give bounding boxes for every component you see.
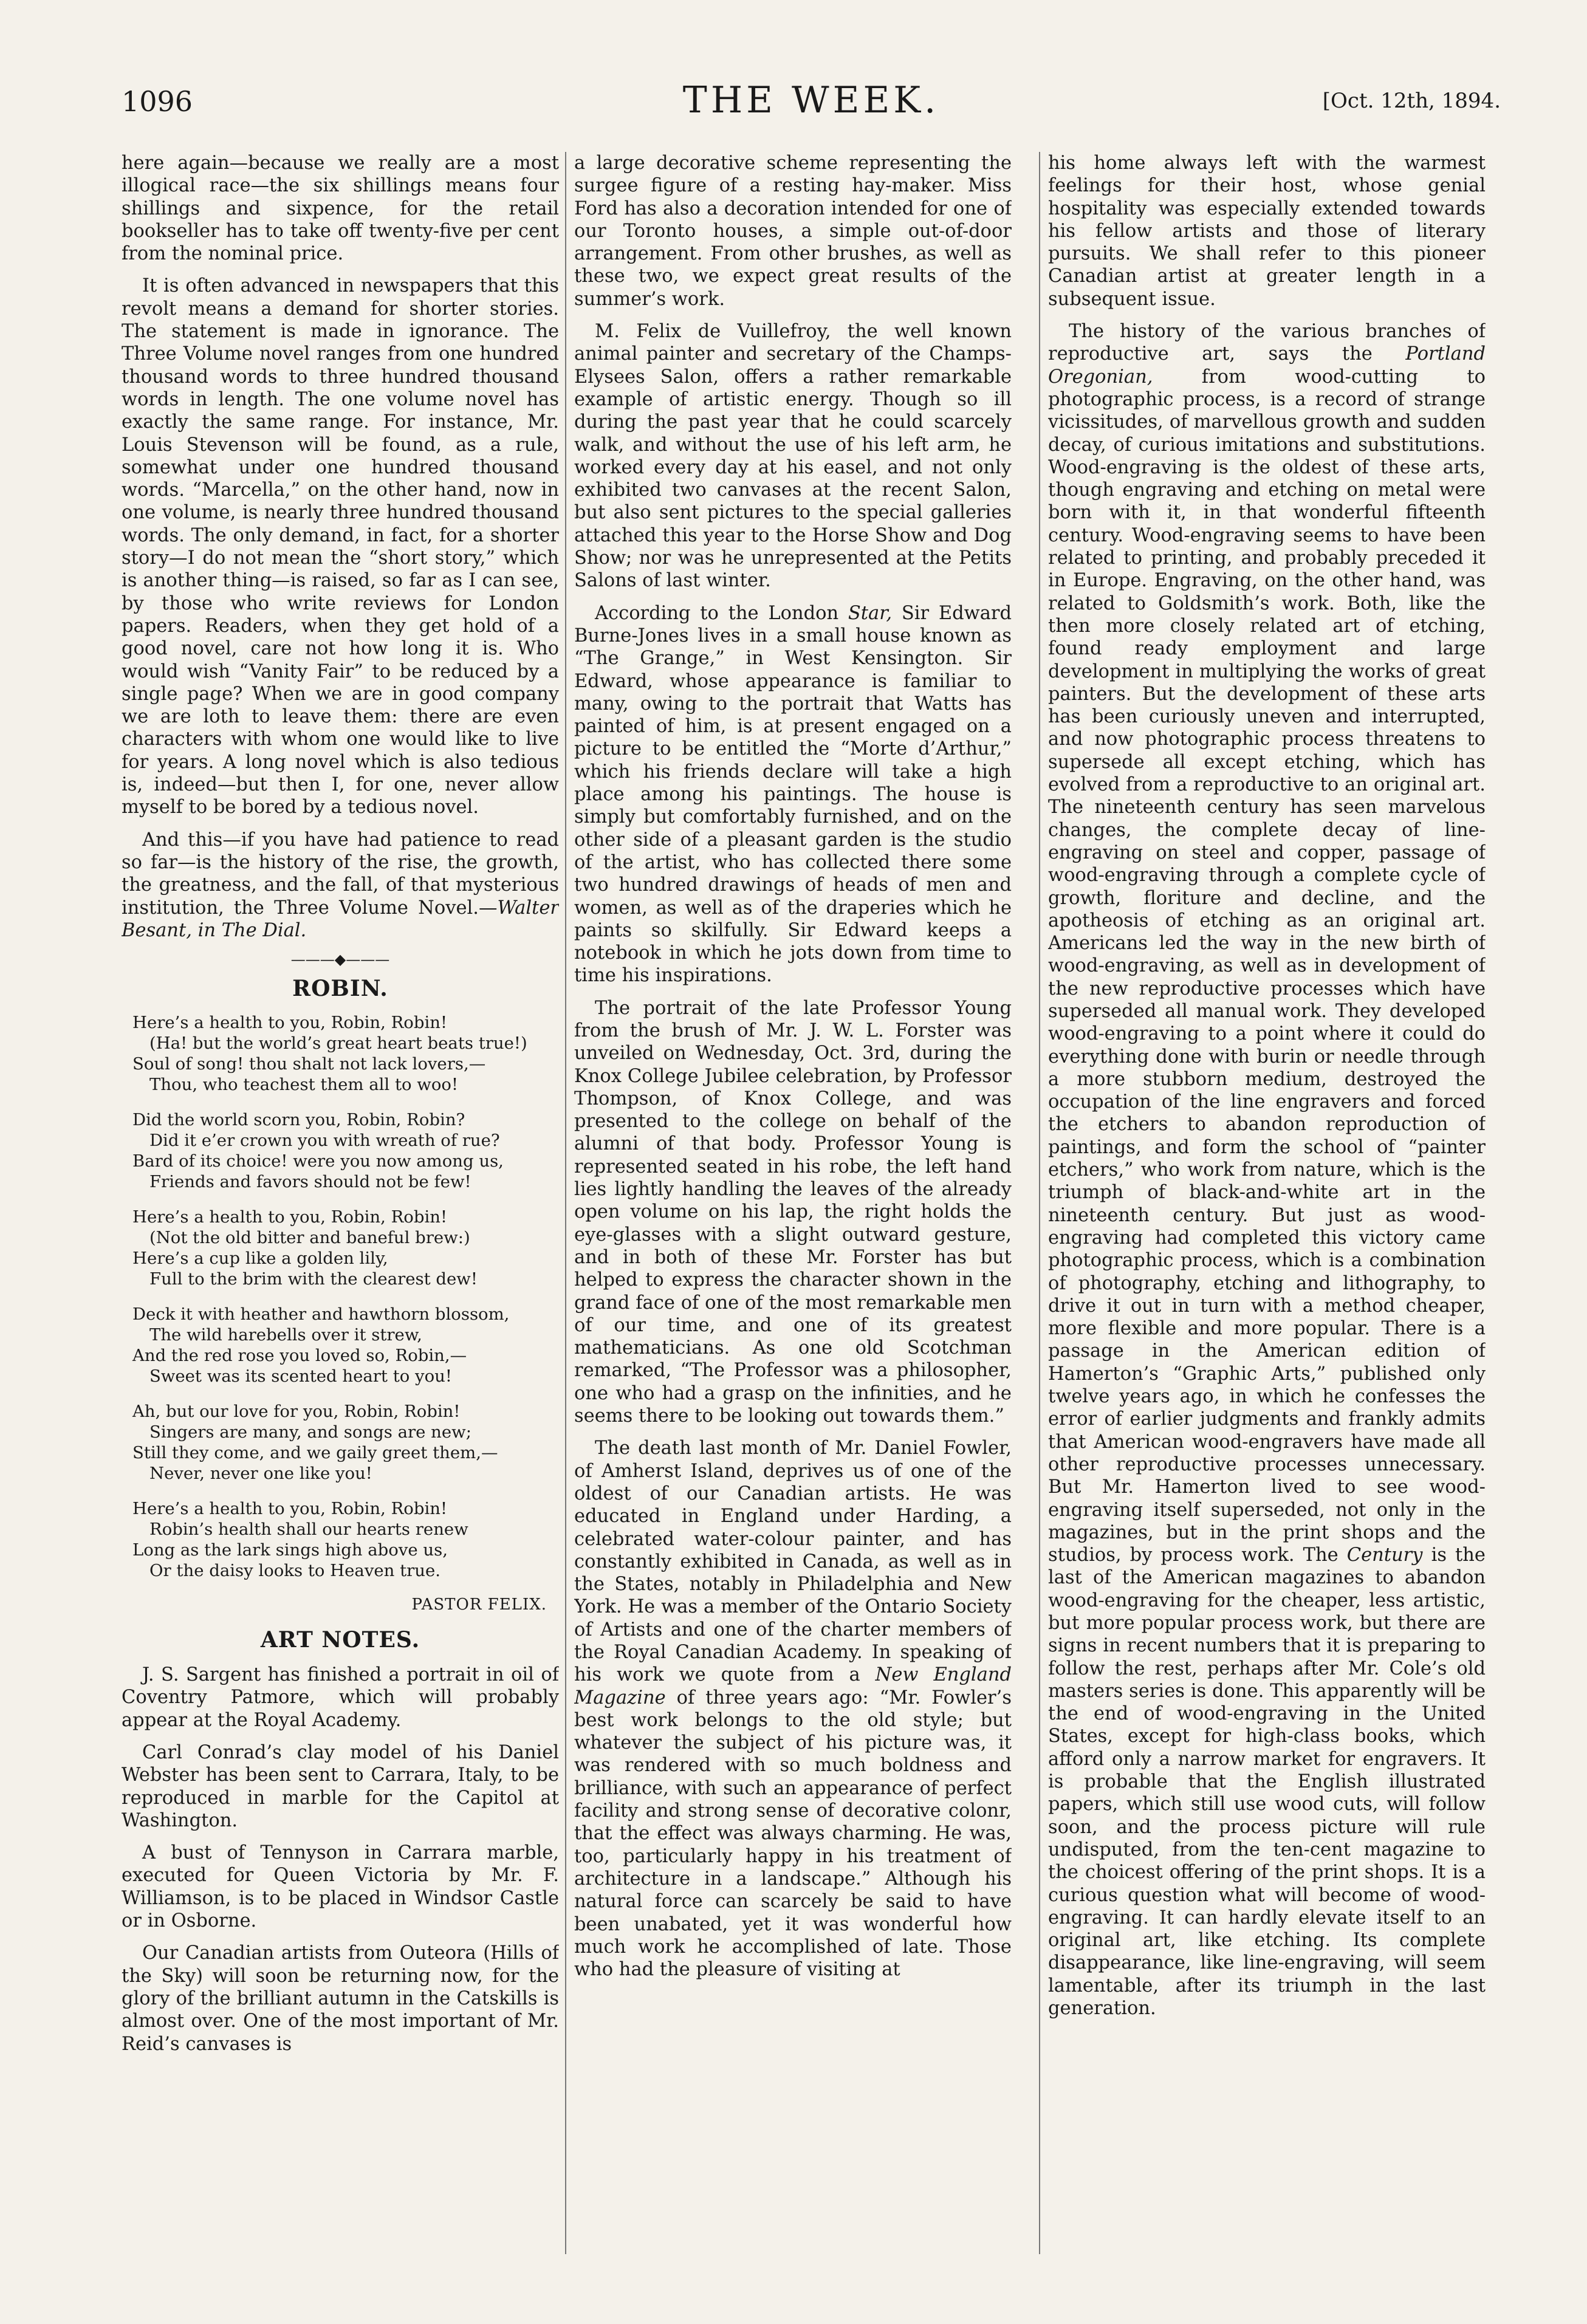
article-paragraph: Carl Conrad’s clay model of his Daniel Webster has been sent to Carrara, Italy, to be reproduced in marble for the Capitol at Washington. xyxy=(122,1741,559,1831)
page-header xyxy=(122,79,1501,134)
column-1 xyxy=(122,152,559,2278)
paragraph-text: is the last of the American magazines to abandon wood-engraving for the cheaper, less artistic, but more popular process work, but there are signs in recent numbers that it is preparing to follow the rest, perhaps after Mr. Cole’s old masters series is done. This apparently will be the end of wood-engraving in the United States, except for high-class books, which afford only a narrow market for engravers. It is probable that the English illustrated papers, which still use wood cuts, will follow soon, and the process picture will rule undisputed, from the ten-cent magazine to the choicest offering of the print shops. It is a curious question what will become of wood-engraving. It can hardly elevate itself to an original art, like etching. Its complete disappearance, like line-engraving, will seem lamentable, after its triumph in the last generation. xyxy=(1048,1544,1486,2020)
column-divider-2 xyxy=(1039,152,1040,2254)
column-2 xyxy=(574,152,1012,2278)
poem-stanza xyxy=(132,1109,559,1192)
poem-line: Ah, but our love for you, Robin, Robin! xyxy=(132,1402,461,1422)
poem-stanza xyxy=(132,1012,559,1095)
publication-name: New England Magazine xyxy=(574,1664,1012,1709)
paragraph-text: According to the London xyxy=(595,602,839,624)
article-paragraph xyxy=(122,829,559,942)
issue-date: [Oct. 12th, 1894. xyxy=(1322,89,1501,113)
poem-line: Thou, who teachest them all to woo! xyxy=(149,1075,458,1095)
paragraph-text: The death last month of Mr. Daniel Fowler, of Amherst Island, deprives us of one of the oldest of our Canadian artists. He was educated in England under Harding, a celebrated water-colour painter, and has constantly exhibited in Canada, as well as in the States, notably in Philadelphia and New York. He was a member of the Ontario Society of Artists and one of the charter members of the Royal Canadian Academy. In speaking of his work we quote from a xyxy=(574,1438,1012,1686)
poem-line: Did it e’er crown you with wreath of rue? xyxy=(149,1131,500,1151)
poem-line: (Ha! but the world’s great heart beats true!) xyxy=(149,1033,527,1054)
paragraph-text: And this—if you have had patience to read so far—is the history of the rise, the growth, the greatness, and the fall, of that mysterious institution, the Three Volume Novel.— xyxy=(122,829,559,919)
article-paragraph xyxy=(1048,320,1486,2020)
poem-line: Or the daisy looks to Heaven true. xyxy=(149,1561,441,1581)
publication-title: THE WEEK. xyxy=(682,79,940,122)
article-paragraph: here again—because we really are a most illogical race—the six shillings means four shillings and sixpence, for the retail bookseller has to take off twenty-five per cent from the nominal price. xyxy=(122,153,559,265)
poem-stanza xyxy=(132,1207,559,1289)
poem-robin xyxy=(122,1012,559,1581)
poem-line: The wild harebells over it strew, xyxy=(149,1325,422,1345)
section-heading-art-notes: ART NOTES. xyxy=(260,1627,420,1653)
poem-line: Long as the lark sings high above us, xyxy=(132,1540,448,1560)
article-paragraph: Our Canadian artists from Outeora (Hills of the Sky) will soon be returning now, for the glory of the brilliant autumn in the Catskills is almost over. One of the most important of Mr. Reid’s canvases is xyxy=(122,1942,559,2055)
poem-line: Still they come, and we gaily greet them,— xyxy=(132,1443,498,1463)
section-ornament: ———◆——— xyxy=(290,951,390,968)
poem-line: Full to the brim with the clearest dew! xyxy=(149,1269,478,1289)
article-paragraph xyxy=(574,602,1012,987)
poem-title: ROBIN. xyxy=(292,976,388,1002)
page-number: 1096 xyxy=(122,85,193,118)
poem-line: Soul of song! thou shalt not lack lovers,— xyxy=(132,1054,486,1074)
article-paragraph: The portrait of the late Professor Young from the brush of Mr. J. W. L. Forster was unveiled on Wednesday, Oct. 3rd, during the Knox College Jubilee celebration, by Professor Thompson, of Knox College, and was presented to the college on behalf of the alumni of that body. Professor Young is represented seated in his robe, the left hand lies lightly handling the leaves of the already open volume on his lap, the right holds the eye-glasses with a slight outward gesture, and in both of these Mr. Forster has but helped to express the character shown in the grand face of one of the most remarkable men of our time, and one of its greatest mathematicians. As one old Scotchman remarked, “The Professor was a philosopher, one who had a grasp on the infinities, and he seems there to be looking out towards them.” xyxy=(574,997,1012,1427)
poem-line: (Not the old bitter and baneful brew:) xyxy=(149,1228,470,1248)
poem-line: Never, never one like you! xyxy=(149,1464,372,1484)
article-paragraph: J. S. Sargent has finished a portrait in oil of Coventry Patmore, which will probably appear at the Royal Academy. xyxy=(122,1664,559,1731)
poem-stanza xyxy=(132,1498,559,1581)
paragraph-text: The history of the various branches of reproductive art, says the xyxy=(1048,321,1486,365)
poem-stanza xyxy=(132,1304,559,1387)
poem-line: Singers are many, and songs are new; xyxy=(149,1422,471,1442)
poem-line: Sweet was its scented heart to you! xyxy=(149,1366,452,1387)
poem-line: Here’s a health to you, Robin, Robin! xyxy=(132,1499,448,1519)
column-divider-1 xyxy=(565,152,566,2254)
column-3 xyxy=(1048,152,1486,2278)
poem-author: PASTOR FELIX. xyxy=(411,1596,547,1614)
article-paragraph: A bust of Tennyson in Carrara marble, executed for Queen Victoria by Mr. F. Williamson, is to be placed in Windsor Castle or in Osborne. xyxy=(122,1842,559,1932)
publication-name: Star, xyxy=(848,602,893,624)
publication-name: Portland Oregonian, xyxy=(1048,343,1486,388)
poem-line: Here’s a health to you, Robin, Robin! xyxy=(132,1207,448,1227)
poem-line: And the red rose you loved so, Robin,— xyxy=(132,1346,467,1366)
poem-line: Here’s a cup like a golden lily, xyxy=(132,1249,388,1269)
attribution: Walter Besant, in The Dial. xyxy=(122,897,559,941)
paragraph-text: from wood-cutting to photographic process, is a record of strange vicissitudes, of marvellous growth and sudden decay, of curious imitations and substitutions. Wood-engraving is the oldest of these arts, though engraving and etching on metal were born with it, in that wonderful fifteenth century. Wood-engraving seems to have been related to printing, and probably preceded it in Europe. Engraving, on the other hand, was related to Goldsmith’s work. Both, like the then more closely related art of etching, found ready employment and large development in multiplying the works of great painters. But the development of these arts has been curiously uneven and interrupted, and now photographic process threatens to supersede all except etching, which has evolved from a reproductive to an original art. The nineteenth century has seen marvelous changes, the complete decay of line-engraving on steel and copper, passage of wood-engraving through a complete cycle of growth, floriture and decline, and the apotheosis of etching as an original art. Americans led the way in the new birth of wood-engraving, as well as in development of the new reproductive processes which have superseded all manual work. They developed wood-engraving to a point where it could do everything done with burin or needle through a more stubborn medium, destroyed the occupation of the line engravers and forced the etchers to abandon reproduction of paintings, and form the school of “painter etchers,” who work from nature, which is the triumph of black-and-white art in the nineteenth century. But just as wood-engraving had completed this victory came photographic process, which is a combination of photography, etching and lithography, to drive it out in turn with a method cheaper, more flexible and more popular. There is a passage in the American edition of Hamerton’s “Graphic Arts,” published only twelve years ago, in which he confesses the error of earlier judgments and frankly admits that American wood-engravers have made all other reproductive processes unnecessary. But Mr. Hamerton lived to see wood-engraving itself superseded, not only in the magazines, but in the print shops and the studios, by process work. The xyxy=(1048,366,1486,1566)
poem-line: Bard of its choice! were you now among us, xyxy=(132,1151,504,1171)
article-paragraph: a large decorative scheme representing the surgee figure of a resting hay-maker. Miss Ford has also a decoration intended for one of our Toronto houses, a simple out-of-door arrangement. From other brushes, as well as these two, we expect great results of the summer’s work. xyxy=(574,153,1012,310)
article-paragraph xyxy=(574,1437,1012,1981)
paragraph-text: Sir Edward Burne-Jones lives in a small house known as “The Grange,” in West Kensington. Sir Edward, whose appearance is familiar to many, owing to the portrait that Watts has painted of him, is at present engaged on a picture to be entitled the “Morte d’Arthur,” which his friends declare will take a high place among his paintings. The house is simply but comfortably furnished, and on the other side of a pleasant garden is the studio of the artist, who has collected there some two hundred drawings of heads of men and women, as well as of the draperies which he paints so skilfully. Sir Edward keeps a notebook in which he jots down from time to time his inspirations. xyxy=(574,602,1012,987)
poem-line: Here’s a health to you, Robin, Robin! xyxy=(132,1013,448,1033)
poem-line: Deck it with heather and hawthorn blossom, xyxy=(132,1304,510,1325)
article-paragraph: his home always left with the warmest feelings for their host, whose genial hospitality was especially extended towards his fellow artists and those of literary pursuits. We shall refer to this pioneer Canadian artist at greater length in a subsequent issue. xyxy=(1048,153,1486,310)
poem-line: Did the world scorn you, Robin, Robin? xyxy=(132,1110,465,1130)
article-paragraph: M. Felix de Vuillefroy, the well known animal painter and secretary of the Champs-Elysees Salon, offers a rather remarkable example of artistic energy. Though so ill during the past year that he could scarcely walk, and without the use of his left arm, he worked every day at his easel, and not only exhibited two canvases at the recent Salon, but also sent pictures to the special galleries attached this year to the Horse Show and Dog Show; nor was he unrepresented at the Petits Salons of last winter. xyxy=(574,321,1012,592)
article-paragraph: It is often advanced in newspapers that this revolt means a demand for shorter stories. The statement is made in ignorance. The Three Volume novel ranges from one hundred thousand words to three hundred thousand words in length. The one volume novel has exactly the same range. For instance, Mr. Louis Stevenson will be found, as a rule, somewhat under one hundred thousand words. “Marcella,” on the other hand, now in one volume, is nearly three hundred thousand words. The only demand, in fact, for a shorter story—I do not mean the “short story,” which is another thing—is raised, so far as I can see, by those who write reviews for London papers. Readers, when they get hold of a good novel, care not how long it is. Who would wish “Vanity Fair” to be reduced by a single page? When we are in good company we are loth to leave them: there are even characters with whom one would like to live for years. A long novel which is also tedious is, indeed—but then I, for one, never allow myself to be bored by a tedious novel. xyxy=(122,275,559,818)
poem-stanza xyxy=(132,1401,559,1484)
poem-line: Friends and favors should not be few! xyxy=(149,1172,471,1192)
poem-line: Robin’s health shall our hearts renew xyxy=(149,1520,468,1540)
paragraph-text: of three years ago: “Mr. Fowler’s best work belongs to the old style; but whatever the subject of his picture was, it was rendered with so much boldness and brilliance, with such an appearance of perfect facility and strong sense of decorative colonr, that the effect was always charming. He was, too, particularly happy in his treatment of architecture in a landscape.” Although his natural force can scarcely be said to have been unabated, yet it was wonderful how much work he accomplished of late. Those who had the pleasure of visiting at xyxy=(574,1687,1012,1981)
publication-name: Century xyxy=(1346,1544,1423,1566)
